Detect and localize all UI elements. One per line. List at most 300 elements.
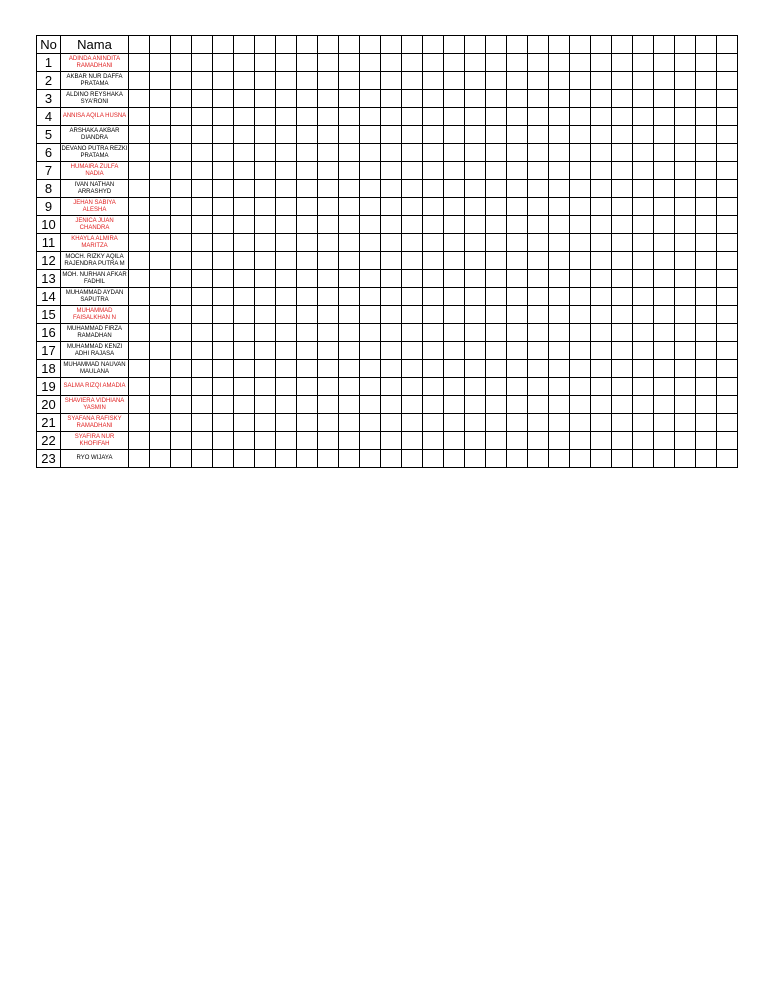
- blank-cell: [318, 306, 339, 324]
- blank-cell: [297, 162, 318, 180]
- blank-cell: [675, 144, 696, 162]
- blank-cell: [255, 216, 276, 234]
- blank-cell: [465, 360, 486, 378]
- blank-cell: [633, 54, 654, 72]
- blank-cell: [570, 234, 591, 252]
- blank-cell: [444, 306, 465, 324]
- student-row: [37, 288, 738, 306]
- blank-cell: [402, 360, 423, 378]
- blank-cell: [255, 180, 276, 198]
- blank-cell: [255, 36, 276, 54]
- blank-cell: [507, 144, 528, 162]
- blank-cell: [612, 414, 633, 432]
- blank-cell: [276, 360, 297, 378]
- blank-cell: [465, 162, 486, 180]
- blank-cell: [717, 72, 738, 90]
- blank-cell: [696, 288, 717, 306]
- blank-cell: [150, 90, 171, 108]
- student-row: [37, 162, 738, 180]
- blank-cell: [675, 90, 696, 108]
- blank-cell: [717, 432, 738, 450]
- blank-cell: [528, 378, 549, 396]
- blank-cell: [360, 144, 381, 162]
- blank-cell: [402, 234, 423, 252]
- blank-cell: [633, 450, 654, 468]
- blank-cell: [465, 432, 486, 450]
- blank-cell: [318, 342, 339, 360]
- blank-cell: [192, 450, 213, 468]
- blank-cell: [423, 432, 444, 450]
- student-name: SYAFIRA NUR KHOFIFAH: [61, 432, 129, 450]
- blank-cell: [339, 252, 360, 270]
- attendance-table-body: [37, 36, 738, 468]
- blank-cell: [507, 108, 528, 126]
- blank-cell: [696, 36, 717, 54]
- blank-cell: [654, 54, 675, 72]
- blank-cell: [234, 360, 255, 378]
- blank-cell: [486, 36, 507, 54]
- blank-cell: [549, 378, 570, 396]
- blank-cell: [591, 396, 612, 414]
- blank-cell: [633, 90, 654, 108]
- blank-cell: [402, 54, 423, 72]
- blank-cell: [276, 306, 297, 324]
- blank-cell: [276, 90, 297, 108]
- blank-cell: [129, 144, 150, 162]
- blank-cell: [507, 414, 528, 432]
- blank-cell: [255, 342, 276, 360]
- blank-cell: [465, 270, 486, 288]
- student-row: [37, 396, 738, 414]
- blank-cell: [129, 432, 150, 450]
- blank-cell: [171, 342, 192, 360]
- blank-cell: [255, 126, 276, 144]
- blank-cell: [339, 162, 360, 180]
- blank-cell: [171, 108, 192, 126]
- blank-cell: [255, 288, 276, 306]
- blank-cell: [486, 162, 507, 180]
- blank-cell: [276, 450, 297, 468]
- blank-cell: [591, 72, 612, 90]
- blank-cell: [612, 216, 633, 234]
- student-row: [37, 450, 738, 468]
- blank-cell: [444, 288, 465, 306]
- student-row: [37, 126, 738, 144]
- blank-cell: [402, 450, 423, 468]
- blank-cell: [633, 432, 654, 450]
- blank-cell: [591, 144, 612, 162]
- blank-cell: [234, 216, 255, 234]
- blank-cell: [192, 396, 213, 414]
- blank-cell: [381, 36, 402, 54]
- blank-cell: [339, 144, 360, 162]
- blank-cell: [129, 306, 150, 324]
- blank-cell: [192, 54, 213, 72]
- blank-cell: [402, 432, 423, 450]
- blank-cell: [465, 144, 486, 162]
- blank-cell: [423, 252, 444, 270]
- blank-cell: [339, 414, 360, 432]
- student-number: 14: [37, 288, 61, 306]
- blank-cell: [297, 126, 318, 144]
- blank-cell: [192, 414, 213, 432]
- blank-cell: [150, 378, 171, 396]
- blank-cell: [234, 36, 255, 54]
- blank-cell: [150, 54, 171, 72]
- blank-cell: [507, 90, 528, 108]
- blank-cell: [276, 36, 297, 54]
- blank-cell: [507, 450, 528, 468]
- blank-cell: [255, 432, 276, 450]
- blank-cell: [570, 306, 591, 324]
- blank-cell: [318, 324, 339, 342]
- blank-cell: [654, 108, 675, 126]
- blank-cell: [507, 234, 528, 252]
- blank-cell: [696, 54, 717, 72]
- blank-cell: [234, 270, 255, 288]
- blank-cell: [129, 360, 150, 378]
- blank-cell: [381, 54, 402, 72]
- blank-cell: [444, 270, 465, 288]
- blank-cell: [213, 414, 234, 432]
- blank-cell: [234, 288, 255, 306]
- blank-cell: [255, 252, 276, 270]
- student-name: SALMA RIZQI AMADIA: [61, 378, 129, 396]
- blank-cell: [612, 54, 633, 72]
- blank-cell: [150, 108, 171, 126]
- blank-cell: [318, 450, 339, 468]
- student-row: [37, 198, 738, 216]
- blank-cell: [360, 234, 381, 252]
- blank-cell: [528, 36, 549, 54]
- blank-cell: [465, 90, 486, 108]
- blank-cell: [234, 252, 255, 270]
- blank-cell: [717, 360, 738, 378]
- blank-cell: [549, 144, 570, 162]
- blank-cell: [654, 360, 675, 378]
- blank-cell: [591, 90, 612, 108]
- blank-cell: [381, 162, 402, 180]
- blank-cell: [507, 216, 528, 234]
- blank-cell: [633, 414, 654, 432]
- blank-cell: [549, 108, 570, 126]
- blank-cell: [360, 342, 381, 360]
- student-name: RYO WIJAYA: [61, 450, 129, 468]
- blank-cell: [612, 90, 633, 108]
- blank-cell: [423, 342, 444, 360]
- blank-cell: [381, 378, 402, 396]
- blank-cell: [570, 414, 591, 432]
- blank-cell: [192, 198, 213, 216]
- blank-cell: [591, 306, 612, 324]
- student-number: 1: [37, 54, 61, 72]
- blank-cell: [696, 162, 717, 180]
- blank-cell: [696, 90, 717, 108]
- blank-cell: [150, 270, 171, 288]
- blank-cell: [633, 180, 654, 198]
- blank-cell: [255, 198, 276, 216]
- blank-cell: [717, 288, 738, 306]
- blank-cell: [318, 432, 339, 450]
- blank-cell: [402, 90, 423, 108]
- blank-cell: [612, 252, 633, 270]
- blank-cell: [675, 108, 696, 126]
- blank-cell: [297, 144, 318, 162]
- blank-cell: [234, 126, 255, 144]
- blank-cell: [255, 144, 276, 162]
- blank-cell: [192, 162, 213, 180]
- student-name: ANNISA AQILA HUSNA: [61, 108, 129, 126]
- blank-cell: [171, 450, 192, 468]
- blank-cell: [654, 288, 675, 306]
- blank-cell: [339, 342, 360, 360]
- blank-cell: [465, 414, 486, 432]
- blank-cell: [486, 378, 507, 396]
- blank-cell: [339, 72, 360, 90]
- blank-cell: [150, 126, 171, 144]
- blank-cell: [549, 450, 570, 468]
- blank-cell: [150, 234, 171, 252]
- blank-cell: [360, 108, 381, 126]
- blank-cell: [591, 324, 612, 342]
- blank-cell: [591, 342, 612, 360]
- blank-cell: [717, 90, 738, 108]
- blank-cell: [612, 324, 633, 342]
- student-row: [37, 234, 738, 252]
- blank-cell: [549, 288, 570, 306]
- blank-cell: [444, 54, 465, 72]
- blank-cell: [717, 216, 738, 234]
- blank-cell: [423, 324, 444, 342]
- student-row: [37, 90, 738, 108]
- blank-cell: [423, 90, 444, 108]
- blank-cell: [486, 324, 507, 342]
- student-number: 18: [37, 360, 61, 378]
- student-name: MUHAMMAD FIRZA RAMADHAN: [61, 324, 129, 342]
- blank-cell: [339, 54, 360, 72]
- blank-cell: [213, 378, 234, 396]
- blank-cell: [612, 288, 633, 306]
- student-name: MUHAMMAD AYDAN SAPUTRA: [61, 288, 129, 306]
- blank-cell: [129, 198, 150, 216]
- blank-cell: [192, 72, 213, 90]
- blank-cell: [276, 414, 297, 432]
- blank-cell: [381, 72, 402, 90]
- blank-cell: [360, 360, 381, 378]
- blank-cell: [213, 234, 234, 252]
- blank-cell: [675, 252, 696, 270]
- blank-cell: [318, 162, 339, 180]
- blank-cell: [696, 432, 717, 450]
- blank-cell: [192, 144, 213, 162]
- blank-cell: [402, 144, 423, 162]
- blank-cell: [528, 72, 549, 90]
- blank-cell: [570, 216, 591, 234]
- blank-cell: [339, 450, 360, 468]
- blank-cell: [234, 180, 255, 198]
- blank-cell: [528, 252, 549, 270]
- blank-cell: [486, 414, 507, 432]
- blank-cell: [129, 72, 150, 90]
- student-number: 10: [37, 216, 61, 234]
- blank-cell: [591, 126, 612, 144]
- blank-cell: [339, 306, 360, 324]
- student-name: HUMAIRA ZULFA NADIA: [61, 162, 129, 180]
- blank-cell: [171, 234, 192, 252]
- blank-cell: [318, 216, 339, 234]
- blank-cell: [633, 270, 654, 288]
- blank-cell: [633, 252, 654, 270]
- blank-cell: [612, 306, 633, 324]
- student-name: ARSHAKA AKBAR DIANDRA: [61, 126, 129, 144]
- blank-cell: [591, 36, 612, 54]
- blank-cell: [423, 54, 444, 72]
- blank-cell: [549, 396, 570, 414]
- blank-cell: [402, 378, 423, 396]
- blank-cell: [591, 414, 612, 432]
- blank-cell: [612, 180, 633, 198]
- blank-cell: [654, 342, 675, 360]
- blank-cell: [696, 378, 717, 396]
- blank-cell: [486, 54, 507, 72]
- blank-cell: [339, 90, 360, 108]
- blank-cell: [255, 108, 276, 126]
- blank-cell: [276, 432, 297, 450]
- blank-cell: [402, 324, 423, 342]
- blank-cell: [360, 378, 381, 396]
- blank-cell: [654, 180, 675, 198]
- blank-cell: [675, 270, 696, 288]
- blank-cell: [129, 288, 150, 306]
- blank-cell: [591, 270, 612, 288]
- blank-cell: [255, 306, 276, 324]
- blank-cell: [213, 144, 234, 162]
- blank-cell: [444, 126, 465, 144]
- student-number: 13: [37, 270, 61, 288]
- blank-cell: [318, 144, 339, 162]
- student-row: [37, 216, 738, 234]
- blank-cell: [717, 450, 738, 468]
- blank-cell: [633, 126, 654, 144]
- blank-cell: [465, 72, 486, 90]
- blank-cell: [276, 216, 297, 234]
- blank-cell: [444, 90, 465, 108]
- blank-cell: [402, 108, 423, 126]
- blank-cell: [717, 234, 738, 252]
- blank-cell: [591, 180, 612, 198]
- blank-cell: [276, 180, 297, 198]
- blank-cell: [654, 234, 675, 252]
- blank-cell: [129, 252, 150, 270]
- blank-cell: [549, 360, 570, 378]
- student-name: IVAN NATHAN ARRASHYD: [61, 180, 129, 198]
- blank-cell: [297, 378, 318, 396]
- blank-cell: [423, 180, 444, 198]
- blank-cell: [381, 234, 402, 252]
- student-row: [37, 378, 738, 396]
- blank-cell: [696, 306, 717, 324]
- blank-cell: [150, 396, 171, 414]
- student-row: [37, 180, 738, 198]
- blank-cell: [213, 216, 234, 234]
- blank-cell: [381, 360, 402, 378]
- blank-cell: [612, 108, 633, 126]
- student-name: MUHAMMAD KENZI ADHI RAJASA: [61, 342, 129, 360]
- blank-cell: [612, 432, 633, 450]
- blank-cell: [192, 90, 213, 108]
- blank-cell: [360, 288, 381, 306]
- blank-cell: [717, 252, 738, 270]
- blank-cell: [507, 324, 528, 342]
- blank-cell: [507, 432, 528, 450]
- blank-cell: [381, 288, 402, 306]
- blank-cell: [381, 180, 402, 198]
- blank-cell: [234, 306, 255, 324]
- blank-cell: [234, 234, 255, 252]
- blank-cell: [255, 270, 276, 288]
- blank-cell: [150, 360, 171, 378]
- blank-cell: [234, 144, 255, 162]
- blank-cell: [528, 306, 549, 324]
- blank-cell: [297, 180, 318, 198]
- blank-cell: [696, 216, 717, 234]
- blank-cell: [129, 270, 150, 288]
- blank-cell: [549, 432, 570, 450]
- blank-cell: [360, 432, 381, 450]
- blank-cell: [507, 396, 528, 414]
- blank-cell: [696, 414, 717, 432]
- student-number: 3: [37, 90, 61, 108]
- blank-cell: [444, 162, 465, 180]
- student-number: 22: [37, 432, 61, 450]
- blank-cell: [675, 414, 696, 432]
- blank-cell: [234, 396, 255, 414]
- blank-cell: [360, 180, 381, 198]
- blank-cell: [654, 396, 675, 414]
- blank-cell: [444, 144, 465, 162]
- blank-cell: [612, 270, 633, 288]
- blank-cell: [465, 306, 486, 324]
- blank-cell: [486, 90, 507, 108]
- blank-cell: [528, 414, 549, 432]
- blank-cell: [549, 162, 570, 180]
- blank-cell: [234, 432, 255, 450]
- blank-cell: [675, 342, 696, 360]
- blank-cell: [150, 432, 171, 450]
- blank-cell: [486, 144, 507, 162]
- blank-cell: [129, 234, 150, 252]
- blank-cell: [360, 252, 381, 270]
- blank-cell: [255, 414, 276, 432]
- blank-cell: [234, 324, 255, 342]
- blank-cell: [360, 414, 381, 432]
- blank-cell: [381, 432, 402, 450]
- blank-cell: [171, 414, 192, 432]
- blank-cell: [444, 216, 465, 234]
- blank-cell: [549, 72, 570, 90]
- blank-cell: [171, 54, 192, 72]
- blank-cell: [171, 360, 192, 378]
- blank-cell: [444, 108, 465, 126]
- student-number: 2: [37, 72, 61, 90]
- blank-cell: [213, 270, 234, 288]
- blank-cell: [297, 54, 318, 72]
- blank-cell: [612, 72, 633, 90]
- blank-cell: [171, 162, 192, 180]
- blank-cell: [612, 342, 633, 360]
- blank-cell: [213, 126, 234, 144]
- blank-cell: [612, 360, 633, 378]
